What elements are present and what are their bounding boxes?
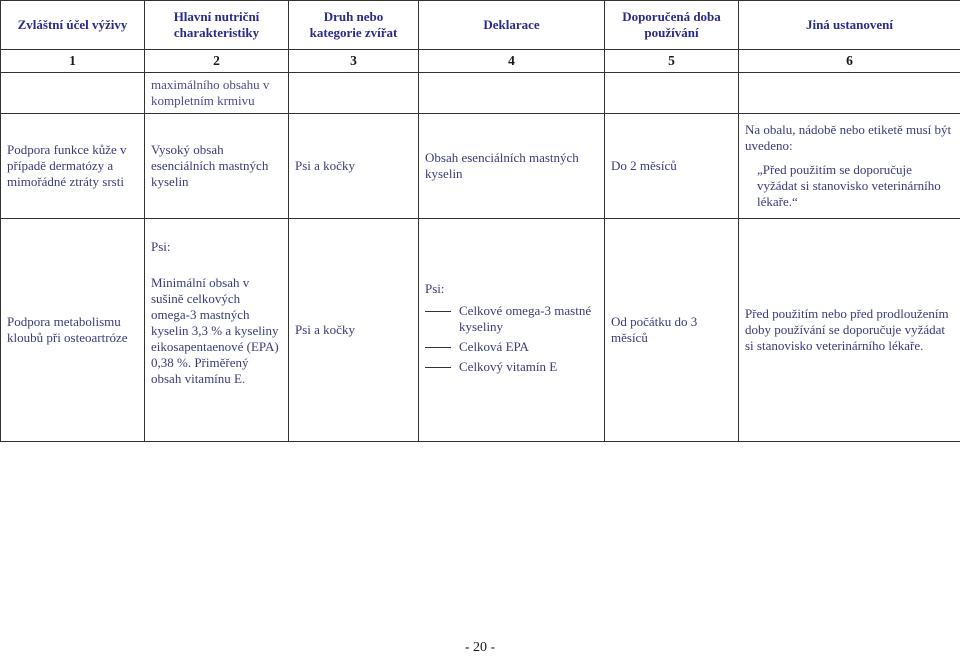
column-number: 1 [1, 50, 145, 73]
characteristics-cell: Vysoký obsah esenciálních mastných kyselin [145, 114, 289, 219]
header-other: Jiná ustanovení [739, 1, 960, 50]
species-cell: Psi a kočky [289, 219, 419, 442]
header-purpose: Zvláštní účel výživy [1, 1, 145, 50]
header-row [1, 1, 960, 50]
header-species: Druh nebo kategorie zvířat [289, 1, 419, 50]
list-item: Celková EPA [425, 339, 598, 355]
list-item: Celkové omega-3 mastné kyseliny [425, 303, 598, 335]
column-number: 2 [145, 50, 289, 73]
header-characteristics: Hlavní nutriční charakteristiky [145, 1, 289, 50]
species-cell: Psi a kočky [289, 114, 419, 219]
continuation-text: maximálního obsahu v kompletním krmivu [145, 73, 289, 114]
characteristics-cell [145, 219, 289, 442]
column-number: 5 [605, 50, 739, 73]
char-text: Minimální obsah v sušině celkových omega-3 mastných kyselin 3,3 % a kyseliny eikosapentaenové (EPA) 0,38 %. Přiměřený obsah vitamínu E. [151, 275, 279, 386]
continuation-row [1, 73, 960, 114]
char-label: Psi: [151, 239, 171, 254]
table-row [1, 114, 960, 219]
declaration-cell: Obsah esenciálních mastných kyselin [419, 114, 605, 219]
header-period: Doporučená doba používání [605, 1, 739, 50]
decl-label: Psi: [425, 281, 445, 296]
list-item: Celkový vitamín E [425, 359, 598, 375]
other-cell: Před použitím nebo před prodloužením doby používání se doporučuje vyžádat si stanovisko veterinárního lékaře. [739, 219, 960, 442]
other-quote: „Před použitím se doporučuje vyžádat si stanovisko veterinárního lékaře.“ [757, 162, 941, 209]
purpose-cell: Podpora funkce kůže v případě dermatózy a mimořádné ztráty srsti [1, 114, 145, 219]
purpose-cell: Podpora metabolismu kloubů při osteoartróze [1, 219, 145, 442]
column-numbers-row [1, 50, 960, 73]
other-cell [739, 114, 960, 219]
table-row [1, 219, 960, 442]
header-declaration: Deklarace [419, 1, 605, 50]
column-number: 3 [289, 50, 419, 73]
declaration-cell [419, 219, 605, 442]
page-number: - 20 - [464, 640, 496, 655]
column-number: 6 [739, 50, 960, 73]
column-number: 4 [419, 50, 605, 73]
period-cell: Do 2 měsíců [605, 114, 739, 219]
period-cell: Od počátku do 3 měsíců [605, 219, 739, 442]
other-intro: Na obalu, nádobě nebo etiketě musí být uvedeno: [745, 122, 952, 153]
